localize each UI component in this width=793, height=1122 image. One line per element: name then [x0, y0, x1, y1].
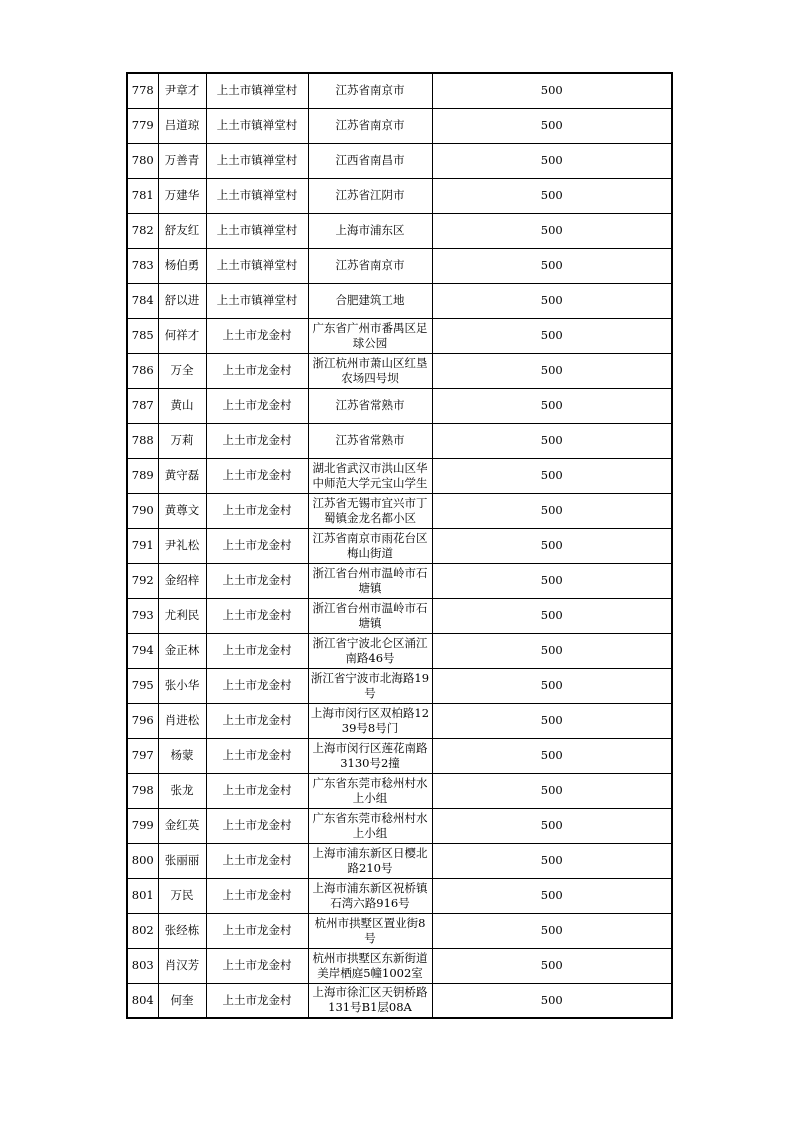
amount-cell: 500: [432, 843, 672, 878]
name-cell: 万全: [158, 353, 206, 388]
village-cell: 上土市镇禅堂村: [206, 143, 308, 178]
row-number-cell: 799: [127, 808, 158, 843]
village-cell: 上土市镇禅堂村: [206, 73, 308, 108]
amount-cell: 500: [432, 353, 672, 388]
row-number-cell: 790: [127, 493, 158, 528]
address-cell: [308, 143, 432, 178]
address-text: 湖北省武汉市洪山区华中师范大学元宝山学生: [312, 460, 428, 490]
table-row: [127, 388, 672, 423]
address-cell: [308, 318, 432, 353]
address-cell: [308, 668, 432, 703]
name-cell: 舒以进: [158, 283, 206, 318]
village-cell: 上土市龙金村: [206, 878, 308, 913]
address-cell: [308, 388, 432, 423]
address-cell: [308, 773, 432, 808]
village-cell: 上土市龙金村: [206, 773, 308, 808]
roster-table: [126, 72, 673, 1019]
village-cell: 上土市龙金村: [206, 388, 308, 423]
name-cell: 张丽丽: [158, 843, 206, 878]
name-cell: 杨蒙: [158, 738, 206, 773]
table-row: [127, 808, 672, 843]
row-number-cell: 788: [127, 423, 158, 458]
village-cell: 上土市龙金村: [206, 983, 308, 1018]
table-row: [127, 528, 672, 563]
row-number-cell: 793: [127, 598, 158, 633]
village-cell: 上土市龙金村: [206, 318, 308, 353]
village-cell: 上土市镇禅堂村: [206, 213, 308, 248]
table-row: [127, 983, 672, 1018]
address-cell: [308, 283, 432, 318]
name-cell: 万善青: [158, 143, 206, 178]
row-number-cell: 787: [127, 388, 158, 423]
amount-cell: 500: [432, 318, 672, 353]
amount-cell: 500: [432, 633, 672, 668]
table-row: [127, 843, 672, 878]
village-cell: 上土市龙金村: [206, 353, 308, 388]
address-text: 广东省广州市番禺区足球公园: [312, 320, 428, 350]
amount-cell: 500: [432, 283, 672, 318]
address-cell: [308, 178, 432, 213]
address-text: 广东省东莞市稔州村水上小组: [312, 810, 428, 840]
amount-cell: 500: [432, 108, 672, 143]
address-text: 浙江省宁波北仑区涌江南路46号: [312, 635, 428, 665]
row-number-cell: 801: [127, 878, 158, 913]
address-cell: [308, 878, 432, 913]
row-number-cell: 785: [127, 318, 158, 353]
row-number-cell: 802: [127, 913, 158, 948]
address-text: 广东省东莞市稔州村水上小组: [312, 775, 428, 805]
village-cell: 上土市龙金村: [206, 458, 308, 493]
table-row: [127, 668, 672, 703]
village-cell: 上土市镇禅堂村: [206, 108, 308, 143]
address-cell: [308, 983, 432, 1018]
row-number-cell: 779: [127, 108, 158, 143]
address-cell: [308, 458, 432, 493]
amount-cell: 500: [432, 703, 672, 738]
name-cell: 何奎: [158, 983, 206, 1018]
address-text: 江苏省常熟市: [335, 398, 405, 412]
amount-cell: 500: [432, 948, 672, 983]
name-cell: 黄尊文: [158, 493, 206, 528]
name-cell: 黄山: [158, 388, 206, 423]
amount-cell: 500: [432, 808, 672, 843]
address-text: 浙江省台州市温岭市石塘镇: [312, 600, 428, 630]
amount-cell: 500: [432, 73, 672, 108]
address-text: 江苏省常熟市: [335, 433, 405, 447]
village-cell: 上土市龙金村: [206, 493, 308, 528]
amount-cell: 500: [432, 913, 672, 948]
village-cell: 上土市龙金村: [206, 528, 308, 563]
row-number-cell: 780: [127, 143, 158, 178]
amount-cell: 500: [432, 738, 672, 773]
name-cell: 万莉: [158, 423, 206, 458]
village-cell: 上土市龙金村: [206, 668, 308, 703]
address-text: 江苏省南京市: [335, 118, 405, 132]
table-row: [127, 458, 672, 493]
address-cell: [308, 843, 432, 878]
address-cell: [308, 913, 432, 948]
address-cell: [308, 598, 432, 633]
address-text: 上海市徐汇区天钥桥路131号B1层08A: [312, 985, 428, 1015]
name-cell: 何祥才: [158, 318, 206, 353]
table-row: [127, 738, 672, 773]
row-number-cell: 794: [127, 633, 158, 668]
row-number-cell: 804: [127, 983, 158, 1018]
name-cell: 金绍梓: [158, 563, 206, 598]
name-cell: 金正林: [158, 633, 206, 668]
table-row: [127, 248, 672, 283]
table-row: [127, 493, 672, 528]
amount-cell: 500: [432, 528, 672, 563]
address-text: 上海市浦东区: [335, 223, 405, 237]
table-row: [127, 353, 672, 388]
village-cell: 上土市镇禅堂村: [206, 283, 308, 318]
address-text: 杭州市拱墅区东新街道美岸栖庭5幢1002室: [312, 950, 428, 980]
row-number-cell: 796: [127, 703, 158, 738]
amount-cell: 500: [432, 248, 672, 283]
name-cell: 张龙: [158, 773, 206, 808]
address-text: 江西省南昌市: [335, 153, 405, 167]
name-cell: 张小华: [158, 668, 206, 703]
table-row: [127, 108, 672, 143]
village-cell: 上土市龙金村: [206, 913, 308, 948]
address-text: 上海市闵行区双柏路1239号8号门: [310, 705, 430, 735]
address-text: 江苏省江阴市: [335, 188, 405, 202]
village-cell: 上土市龙金村: [206, 633, 308, 668]
table-row: [127, 318, 672, 353]
row-number-cell: 782: [127, 213, 158, 248]
row-number-cell: 784: [127, 283, 158, 318]
address-text: 上海市浦东新区祝桥镇石湾六路916号: [312, 880, 428, 910]
table-row: [127, 598, 672, 633]
table-row: [127, 703, 672, 738]
address-cell: [308, 948, 432, 983]
address-text: 浙江省宁波市北海路19号: [310, 670, 430, 700]
name-cell: 吕道琼: [158, 108, 206, 143]
name-cell: 肖进松: [158, 703, 206, 738]
table-row: [127, 563, 672, 598]
village-cell: 上土市龙金村: [206, 738, 308, 773]
amount-cell: 500: [432, 773, 672, 808]
name-cell: 万民: [158, 878, 206, 913]
address-cell: [308, 353, 432, 388]
address-text: 上海市闵行区莲花南路3130号2撞: [312, 740, 428, 770]
address-text: 上海市浦东新区日樱北路210号: [312, 845, 428, 875]
address-cell: [308, 493, 432, 528]
row-number-cell: 778: [127, 73, 158, 108]
name-cell: 黄守磊: [158, 458, 206, 493]
village-cell: 上土市龙金村: [206, 598, 308, 633]
amount-cell: 500: [432, 493, 672, 528]
amount-cell: 500: [432, 143, 672, 178]
amount-cell: 500: [432, 878, 672, 913]
address-text: 合肥建筑工地: [335, 293, 405, 307]
village-cell: 上土市龙金村: [206, 563, 308, 598]
row-number-cell: 795: [127, 668, 158, 703]
name-cell: 万建华: [158, 178, 206, 213]
address-cell: [308, 423, 432, 458]
address-cell: [308, 808, 432, 843]
amount-cell: 500: [432, 178, 672, 213]
village-cell: 上土市龙金村: [206, 703, 308, 738]
name-cell: 尹章才: [158, 73, 206, 108]
name-cell: 肖汉芳: [158, 948, 206, 983]
row-number-cell: 791: [127, 528, 158, 563]
village-cell: 上土市龙金村: [206, 948, 308, 983]
row-number-cell: 803: [127, 948, 158, 983]
address-cell: [308, 248, 432, 283]
address-text: 浙江省台州市温岭市石塘镇: [312, 565, 428, 595]
address-cell: [308, 738, 432, 773]
row-number-cell: 783: [127, 248, 158, 283]
amount-cell: 500: [432, 423, 672, 458]
village-cell: 上土市镇禅堂村: [206, 178, 308, 213]
amount-cell: 500: [432, 598, 672, 633]
name-cell: 金红英: [158, 808, 206, 843]
name-cell: 张经栋: [158, 913, 206, 948]
row-number-cell: 781: [127, 178, 158, 213]
address-cell: [308, 108, 432, 143]
table-row: [127, 178, 672, 213]
name-cell: 杨伯勇: [158, 248, 206, 283]
table-row: [127, 773, 672, 808]
address-text: 江苏省南京市雨花台区梅山街道: [312, 530, 428, 560]
address-text: 江苏省南京市: [335, 83, 405, 98]
address-text: 杭州市拱墅区置业街8号: [314, 915, 426, 945]
name-cell: 舒友红: [158, 213, 206, 248]
row-number-cell: 798: [127, 773, 158, 808]
amount-cell: 500: [432, 983, 672, 1018]
village-cell: 上土市龙金村: [206, 423, 308, 458]
row-number-cell: 789: [127, 458, 158, 493]
address-text: 江苏省无锡市宜兴市丁蜀镇金龙名都小区: [312, 495, 428, 525]
amount-cell: 500: [432, 388, 672, 423]
address-text: 江苏省南京市: [335, 258, 405, 272]
address-text: 浙江杭州市萧山区红垦农场四号坝: [312, 355, 428, 385]
address-cell: [308, 528, 432, 563]
village-cell: 上土市龙金村: [206, 808, 308, 843]
amount-cell: 500: [432, 563, 672, 598]
table-row: [127, 283, 672, 318]
village-cell: 上土市镇禅堂村: [206, 248, 308, 283]
table-row: [127, 213, 672, 248]
table-row: [127, 913, 672, 948]
table-row: [127, 878, 672, 913]
address-cell: [308, 213, 432, 248]
name-cell: 尹礼松: [158, 528, 206, 563]
address-cell: [308, 633, 432, 668]
table-row: [127, 633, 672, 668]
name-cell: 尤利民: [158, 598, 206, 633]
table-row: [127, 143, 672, 178]
amount-cell: 500: [432, 458, 672, 493]
row-number-cell: 792: [127, 563, 158, 598]
row-number-cell: 786: [127, 353, 158, 388]
row-number-cell: 800: [127, 843, 158, 878]
address-cell: [308, 703, 432, 738]
address-cell: [308, 563, 432, 598]
table-row: [127, 73, 672, 108]
address-cell: [308, 73, 432, 108]
table-row: [127, 423, 672, 458]
amount-cell: 500: [432, 213, 672, 248]
amount-cell: 500: [432, 668, 672, 703]
roster-body: [127, 73, 672, 1018]
table-row: [127, 948, 672, 983]
village-cell: 上土市龙金村: [206, 843, 308, 878]
row-number-cell: 797: [127, 738, 158, 773]
